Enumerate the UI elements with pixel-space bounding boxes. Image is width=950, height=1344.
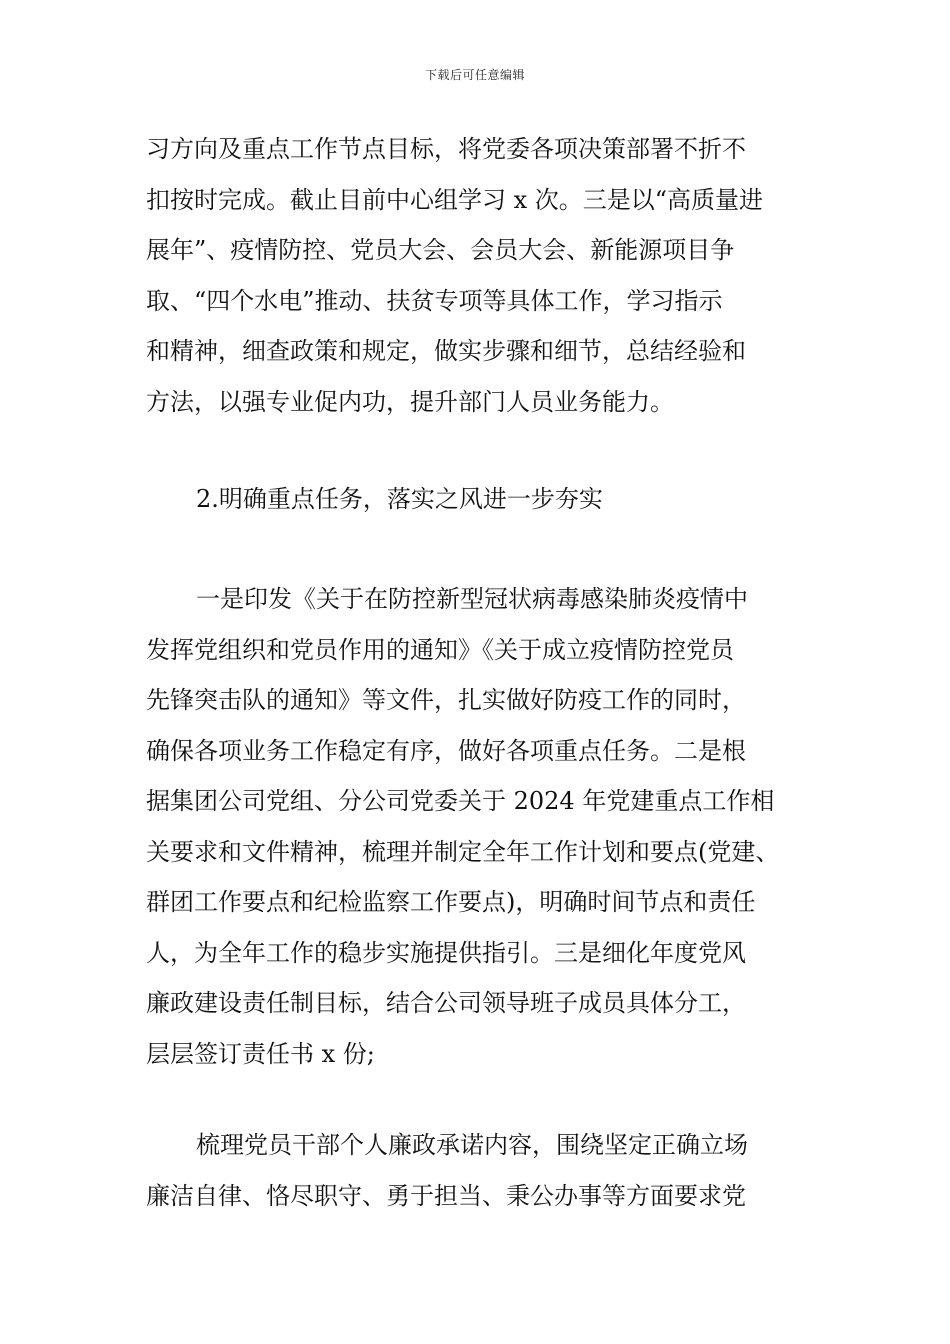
text-line: 方法，以强专业促内功，提升部门人员业务能力。 [146,387,674,416]
section-heading [146,474,814,525]
text-line: 扣按时完成。截止目前中心组学习 x 次。三是以“高质量进 [146,185,764,214]
text-line: 先锋突击队的通知》等文件，扎实做好防疫工作的同时， [146,686,746,714]
text-line: 梳理党员干部个人廉政承诺内容，围绕坚定正确立场 [196,1131,748,1159]
text-line: 确保各项业务工作稳定有序，做好各项重点任务。二是根 [146,736,746,765]
paragraph-body [146,574,814,1079]
text-line: 展年”、疫情防控、党员大会、会员大会、新能源项目争 [146,236,735,264]
paragraph-body [146,1120,814,1221]
text-line: 廉洁自律、恪尽职守、勇于担当、秉公办事等方面要求党 [146,1181,746,1210]
text-line: 据集团公司党组、分公司党委关于 2024 年党建重点工作相 [146,787,775,815]
text-line: 关要求和文件精神，梳理并制定全年工作计划和要点(党建、 [146,837,780,866]
text-line: 廉政建设责任制目标，结合公司领导班子成员具体分工， [146,989,746,1017]
text-line: 群团工作要点和纪检监察工作要点)，明确时间节点和责任 [146,888,756,916]
text-line: 取、“四个水电”推动、扶贫专项等具体工作，学习指示 [146,286,723,315]
page-header: 下载后可任意编辑 [424,68,525,82]
text-line: 习方向及重点工作节点目标，将党委各项决策部署不折不 [146,135,746,163]
text-line: 和精神，细查政策和规定，做实步骤和细节，总结经验和 [146,337,746,365]
text-line: 人，为全年工作的稳步实施提供指引。三是细化年度党风 [146,938,746,967]
text-line: 发挥党组织和党员作用的通知》《关于成立疫情防控党员 [146,635,734,664]
text-line: 一是印发《关于在防控新型冠状病毒感染肺炎疫情中 [196,585,748,613]
text-line: 层层签订责任书 x 份; [146,1039,375,1068]
paragraph-continuation [146,124,814,427]
heading-line: 2.明确重点任务，落实之风进一步夯实 [196,485,603,513]
